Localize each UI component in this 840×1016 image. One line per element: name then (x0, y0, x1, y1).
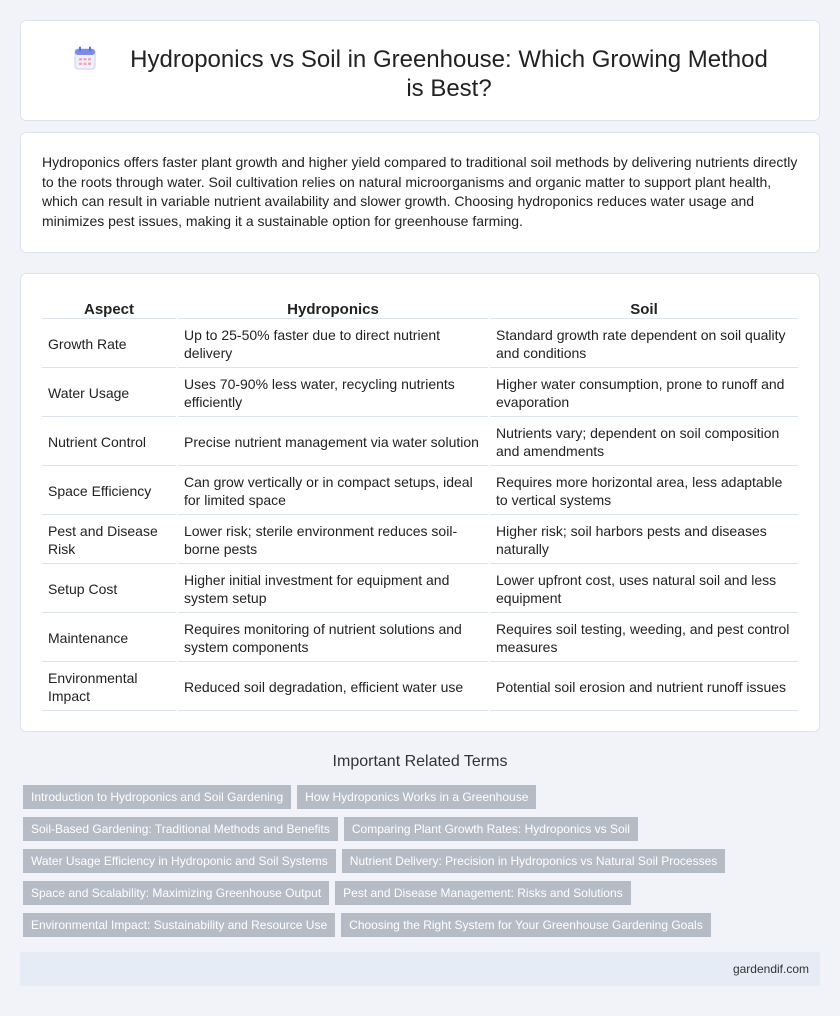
aspect-cell: Nutrient Control (42, 419, 176, 466)
soil-cell: Potential soil erosion and nutrient runoff issues (490, 664, 798, 711)
footer-site-link[interactable]: gardendif.com (732, 962, 809, 976)
aspect-cell: Water Usage (42, 370, 176, 417)
table-row (42, 468, 798, 515)
column-header-hydroponics: Hydroponics (178, 299, 488, 319)
soil-cell: Requires more horizontal area, less adaptable to vertical systems (490, 468, 798, 515)
table-row (42, 664, 798, 711)
tag-row (23, 849, 823, 873)
hydroponics-cell: Requires monitoring of nutrient solutions and system components (178, 615, 488, 662)
table-row (42, 517, 798, 564)
tag-row (23, 817, 823, 841)
soil-cell: Higher risk; soil harbors pests and diseases naturally (490, 517, 798, 564)
footer (20, 952, 820, 986)
aspect-cell: Setup Cost (42, 566, 176, 613)
hydroponics-cell: Can grow vertically or in compact setups, ideal for limited space (178, 468, 488, 515)
table-header-row (42, 299, 798, 319)
table-row (42, 566, 798, 613)
table-row (42, 321, 798, 368)
soil-cell: Lower upfront cost, uses natural soil and less equipment (490, 566, 798, 613)
table-row (42, 615, 798, 662)
related-term-link[interactable]: Water Usage Efficiency in Hydroponic and Soil Systems (23, 849, 336, 873)
comparison-table-card (20, 273, 820, 732)
aspect-cell: Space Efficiency (42, 468, 176, 515)
hydroponics-cell: Precise nutrient management via water solution (178, 419, 488, 466)
related-terms-list (23, 785, 823, 945)
soil-cell: Higher water consumption, prone to runoff and evaporation (490, 370, 798, 417)
tag-row (23, 785, 823, 809)
column-header-soil: Soil (490, 299, 798, 319)
intro-card (20, 132, 820, 253)
related-term-link[interactable]: Soil-Based Gardening: Traditional Methods and Benefits (23, 817, 338, 841)
hydroponics-cell: Lower risk; sterile environment reduces soil-borne pests (178, 517, 488, 564)
hydroponics-cell: Uses 70-90% less water, recycling nutrients efficiently (178, 370, 488, 417)
aspect-cell: Pest and Disease Risk (42, 517, 176, 564)
related-term-link[interactable]: Pest and Disease Management: Risks and Solutions (335, 881, 631, 905)
related-term-link[interactable]: Space and Scalability: Maximizing Greenhouse Output (23, 881, 329, 905)
aspect-cell: Maintenance (42, 615, 176, 662)
column-header-aspect: Aspect (42, 299, 176, 319)
comparison-table (40, 297, 800, 713)
page-title: Hydroponics vs Soil in Greenhouse: Which Growing Method is Best? (130, 46, 768, 102)
soil-cell: Standard growth rate dependent on soil quality and conditions (490, 321, 798, 368)
related-terms-heading: Important Related Terms (332, 753, 508, 770)
related-term-link[interactable]: Nutrient Delivery: Precision in Hydroponics vs Natural Soil Processes (342, 849, 725, 873)
intro-paragraph: Hydroponics offers faster plant growth and higher yield compared to traditional soil methods by delivering nutrients directly to the roots through water. Soil cultivation relies on natural microorganisms and organic matter to support plant health, which can result in variable nutrient availability and slower growth. Choosing hydroponics reduces water usage and minimizes pest issues, making it a sustainable option for greenhouse farming. (42, 154, 798, 229)
aspect-cell: Environmental Impact (42, 664, 176, 711)
hydroponics-cell: Reduced soil degradation, efficient water use (178, 664, 488, 711)
related-term-link[interactable]: Comparing Plant Growth Rates: Hydroponics vs Soil (344, 817, 638, 841)
soil-cell: Nutrients vary; dependent on soil composition and amendments (490, 419, 798, 466)
soil-cell: Requires soil testing, weeding, and pest control measures (490, 615, 798, 662)
related-term-link[interactable]: Introduction to Hydroponics and Soil Gardening (23, 785, 291, 809)
related-term-link[interactable]: Environmental Impact: Sustainability and Resource Use (23, 913, 335, 937)
hydroponics-cell: Up to 25-50% faster due to direct nutrient delivery (178, 321, 488, 368)
table-row (42, 370, 798, 417)
table-row (42, 419, 798, 466)
related-term-link[interactable]: How Hydroponics Works in a Greenhouse (297, 785, 536, 809)
hydroponics-cell: Higher initial investment for equipment and system setup (178, 566, 488, 613)
aspect-cell: Growth Rate (42, 321, 176, 368)
related-term-link[interactable]: Choosing the Right System for Your Greenhouse Gardening Goals (341, 913, 711, 937)
tag-row (23, 881, 823, 905)
title-card (20, 20, 820, 121)
tag-row (23, 913, 823, 937)
